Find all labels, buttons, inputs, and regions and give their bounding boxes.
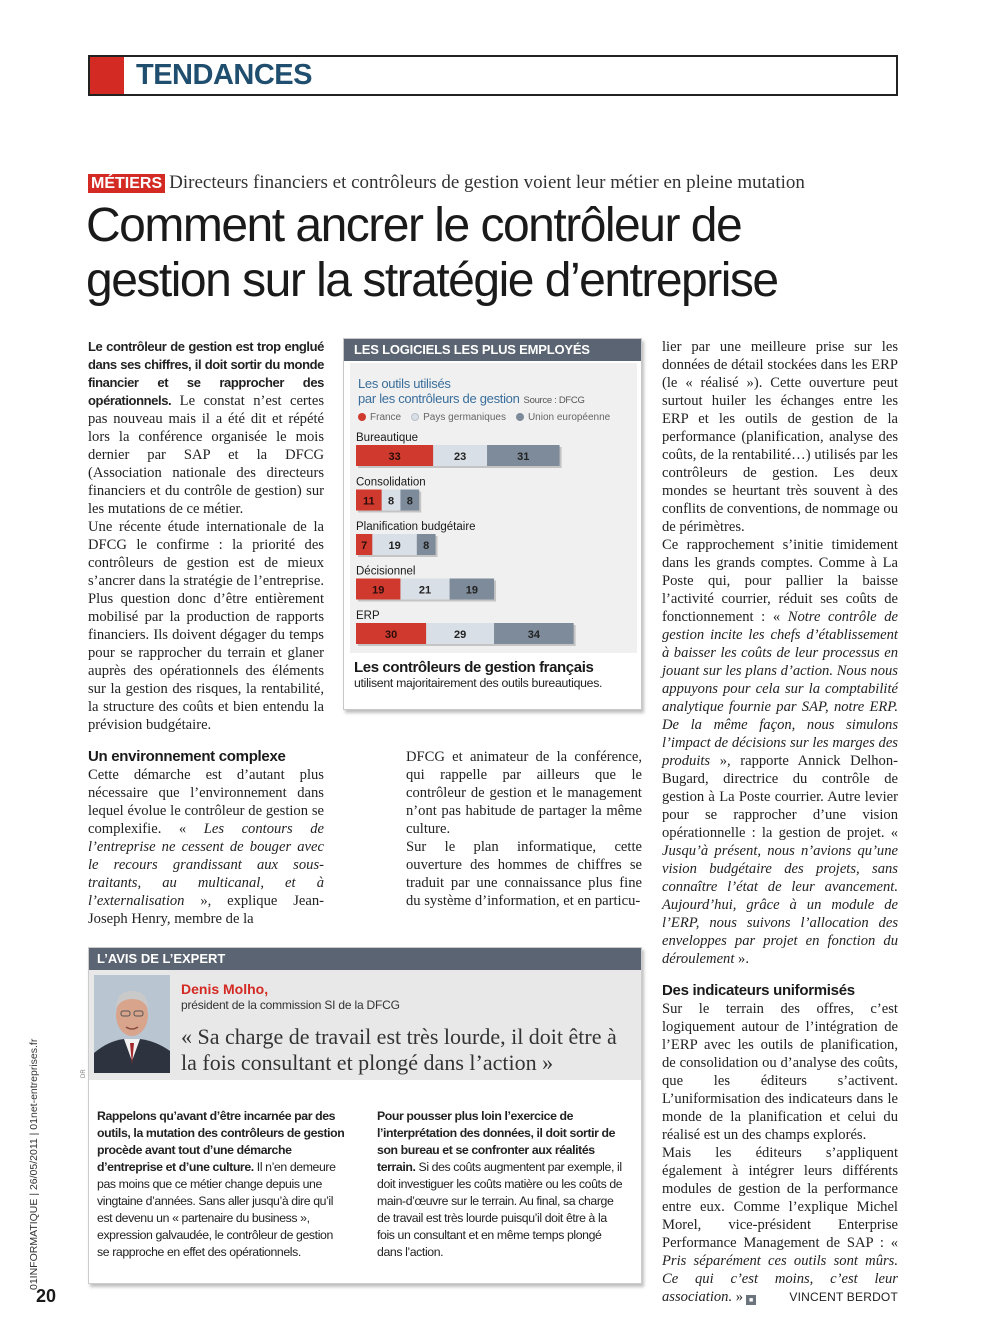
chart-footnote-text: utilisent majoritairement des outils bureautiques. xyxy=(354,676,603,690)
quote-text: Jusqu’à présent, nous n’avions qu’une vision budgétaire des projets, sans connaître l’état de leur avancement. Aujourd’hui, grâce à un module de l’ERP, nous suivons l’allocation des enveloppes par projet en fonction du déroulement xyxy=(662,843,898,967)
paragraph-text: Mais les éditeurs s’appliquent également à intégrer leurs différents modules de gestion de la performance entre eux. Comme l’explique Michel Morel, vice-président Enterprise Performance Management de SAP : « xyxy=(662,1145,898,1251)
category-label: ERP xyxy=(356,610,380,622)
paragraph-text: » xyxy=(732,1289,744,1305)
kicker xyxy=(88,172,805,194)
bar-value-label: 33 xyxy=(388,451,401,463)
expert-column-2 xyxy=(377,1108,625,1261)
chart-header: LES LOGICIELS LES PLUS EMPLOYÉS xyxy=(344,339,641,361)
expert-name: Denis Molho, xyxy=(181,981,269,997)
bar-value-label: 19 xyxy=(372,584,385,597)
kicker-text: Directeurs financiers et contrôleurs de gestion voient leur métier en pleine mutation xyxy=(169,172,805,193)
legend-label: Pays germaniques xyxy=(423,412,506,423)
paragraph-text: Cette démarche est d’autant plus nécessaire que l’environnement dans lequel évolue le contrôleur de gestion se complexifie. « xyxy=(88,767,324,837)
legend-label: France xyxy=(370,412,402,423)
column-1-continued xyxy=(88,748,324,928)
column-1 xyxy=(88,338,324,734)
quote-text: Pris séparément ces outils sont mûrs. Ce qui c’est moins, c’est leur association. xyxy=(662,1253,898,1305)
paragraph-text: Ce rapprochement s’initie timidement dans les grands comptes. Comme à La Poste qui, pour pallier la baisse l’activité courrier, réduit ses coûts de fonctionnement : « xyxy=(662,537,898,625)
intro-paragraph xyxy=(88,338,324,518)
category-label: Bureautique xyxy=(356,432,419,444)
expert-lead-text: Rappelons qu’avant d’être incarnée par des outils, la mutation des contrôleurs de gestion procède avant tout d’une démarche d’entreprise et d’une culture. xyxy=(97,1109,345,1174)
chart-subtitle-text: par les contrôleurs de gestion xyxy=(358,391,520,406)
chart-svg xyxy=(344,339,641,659)
paragraph-text: », explique Jean-Joseph Henry, membre de la xyxy=(88,893,324,927)
expert-column-1 xyxy=(97,1108,345,1261)
chart-footnote xyxy=(354,659,639,690)
section-red-marker xyxy=(90,57,124,94)
paragraph: Une récente étude internationale de la DFCG le confirme : la priorité des contrôleurs de gestion est de mieux s’ancrer dans la stratégie de l’entreprise. Plus question donc d’être entièrement mobilisé par la production de rapports financiers. Ils doivent dégager du temps pour se rapprocher du terrain et glaner auprès des opérationnels des éléments sur la gestion des risques, la rentabilité, la structure des coûts et bien entendu la prévision budgétaire. xyxy=(88,519,324,733)
quote-text: Notre contrôle de gestion incite les chefs d’établissement à baisser les coûts de leur processus en jouant sur les plans d’action. Nous nous appuyons pour cela sur la comptabilité analytique fournie par SAP, notre ERP. De la même façon, nous simulons l’impact de décisions sur les marges des produits xyxy=(662,609,899,769)
bar-value-label: 30 xyxy=(384,629,398,641)
page-meta: 01INFORMATIQUE | 26/05/2011 | 01net-entreprises.fr xyxy=(28,1038,40,1290)
section-title: TENDANCES xyxy=(136,59,312,91)
expert-photo xyxy=(94,975,170,1073)
category-label: Décisionnel xyxy=(356,565,416,578)
category-label: Consolidation xyxy=(356,476,426,489)
column-2 xyxy=(406,748,642,910)
bar-value-label: 8 xyxy=(406,495,413,508)
paragraph xyxy=(662,1144,898,1306)
paragraph: Sur le plan informatique, cette ouverture des hommes de chiffres se traduit par une connaissance plus fine du système d’information, et en particu- xyxy=(406,839,642,909)
expert-text: Si des coûts augmentent par exemple, il doit investiguer les coûts matière ou les coûts de main-d’œuvre sur le terrain. Au final, sa charge de travail est très lourde puisqu’il doit être à la fois un consultant et en même temps plongé dans l’action. xyxy=(377,1160,623,1259)
page-number: 20 xyxy=(36,1286,57,1306)
paragraph: Sur le terrain des offres, c’est logiquement autour de l’intégration de l’ERP avec les outils de planification, de consolidation ou d’analyse des coûts, que les éditeurs s’activent. L’uniformisation des indicateurs dans le monde de la planification et celui du réalisé est un des champs explorés. xyxy=(662,1001,898,1143)
portrait-image xyxy=(94,975,170,1073)
bar-value-label: 19 xyxy=(465,584,478,597)
section-header xyxy=(88,55,898,96)
chart-source: Source : DFCG xyxy=(523,395,585,406)
bar-value-label: 23 xyxy=(454,451,467,463)
paragraph: DFCG et animateur de la conférence, qui rappelle par ailleurs que le contrôleur de gestion et le management n’ont pas habitude de partager la même culture. xyxy=(406,749,642,837)
headline-line-2: gestion sur la stratégie d’entreprise xyxy=(86,254,778,307)
legend-label: Union européenne xyxy=(527,412,611,423)
headline-line-1: Comment ancrer le contrôleur de xyxy=(86,199,742,252)
end-mark-icon: ■ xyxy=(746,1295,756,1305)
paragraph xyxy=(88,766,324,928)
expert-header: L’AVIS DE L’EXPERT xyxy=(89,948,641,970)
lead-text: Le contrôleur de gestion est trop englué dans ses chiffres, il doit sortir du monde financier et se rapprocher des opérationnels. xyxy=(88,339,324,408)
photo-credit: DR xyxy=(81,1069,87,1078)
chart-subtitle-line-1: Les outils utilisés xyxy=(358,376,451,391)
paragraph xyxy=(662,536,898,968)
subhead-environment: Un environnement complexe xyxy=(88,748,286,765)
expert-text: Il n’en demeure pas moins que ce métier change depuis une vingtaine d’années. Sans aller jusqu’à dire qu’il est devenu un « partenaire du business », expression galvaudée, le contrôleur de gestion se rapproche en effet des opérationnels. xyxy=(97,1160,336,1259)
column-3 xyxy=(662,338,898,1306)
paragraph-text: », rapporte Annick Delhon-Bugard, directrice du contrôle de gestion à La Poste courrier. Autre levier pour se rapprocher d’une vision opérationnelle : la gestion de projet. « xyxy=(662,753,898,841)
subhead-indicators: Des indicateurs uniformisés xyxy=(662,982,855,999)
chart-footnote-title: Les contrôleurs de gestion français xyxy=(354,659,594,676)
paragraph-text: Le constat n’est certes pas nouveau mais il a été dit et répété lors la conférence organisée le mois dernier par SAP et la DFCG (Association nationale des directeurs financiers et du contrôle de gestion) sur les mutations de ce métier. xyxy=(88,393,324,517)
quote-text: Les contours de l’entreprise ne cessent de bouger avec le recours grandissant aux sous-traitants, au multicanal, et à l’externalisation xyxy=(88,821,324,909)
category-label: Planification budgétaire xyxy=(356,521,476,533)
paragraph-text: ». xyxy=(734,951,749,967)
bar-value-label: 31 xyxy=(517,451,530,463)
chart-box xyxy=(343,338,642,710)
headline xyxy=(86,198,906,308)
bar-value-label: 8 xyxy=(423,540,430,552)
bar-value-label: 34 xyxy=(527,629,540,641)
bar-value-label: 7 xyxy=(361,540,368,552)
bar-value-label: 11 xyxy=(363,495,375,508)
kicker-tag: MÉTIERS xyxy=(88,174,165,193)
expert-role: président de la commission SI de la DFCG xyxy=(181,998,400,1012)
bar-value-label: 19 xyxy=(388,540,401,552)
bar-value-label: 21 xyxy=(418,584,432,597)
paragraph: lier par une meilleure prise sur les données de détail stockées dans les ERP (le « réalisé »). Cette ouverture peut surtout huiler les échanges entre les ERP et les outils de gestion de la performance (planification, analyse des coûts, de la rentabilité…) utilisés par les contrôleurs de gestion. Les deux mondes se heurtant très souvent à des conflits de conventions, de nommage ou de périmètres. xyxy=(662,339,898,535)
byline: VINCENT BERDOT xyxy=(789,1290,898,1304)
bar-value-label: 8 xyxy=(388,495,395,508)
bar-value-label: 29 xyxy=(454,629,467,641)
expert-lead-text: Pour pousser plus loin l’exercice de l’interprétation des données, il doit sortir de son bureau et se confronter aux réalités terrain. xyxy=(377,1109,616,1174)
expert-quote: « Sa charge de travail est très lourde, il doit être à la fois consultant et plongé dans l’action » xyxy=(181,1024,617,1075)
